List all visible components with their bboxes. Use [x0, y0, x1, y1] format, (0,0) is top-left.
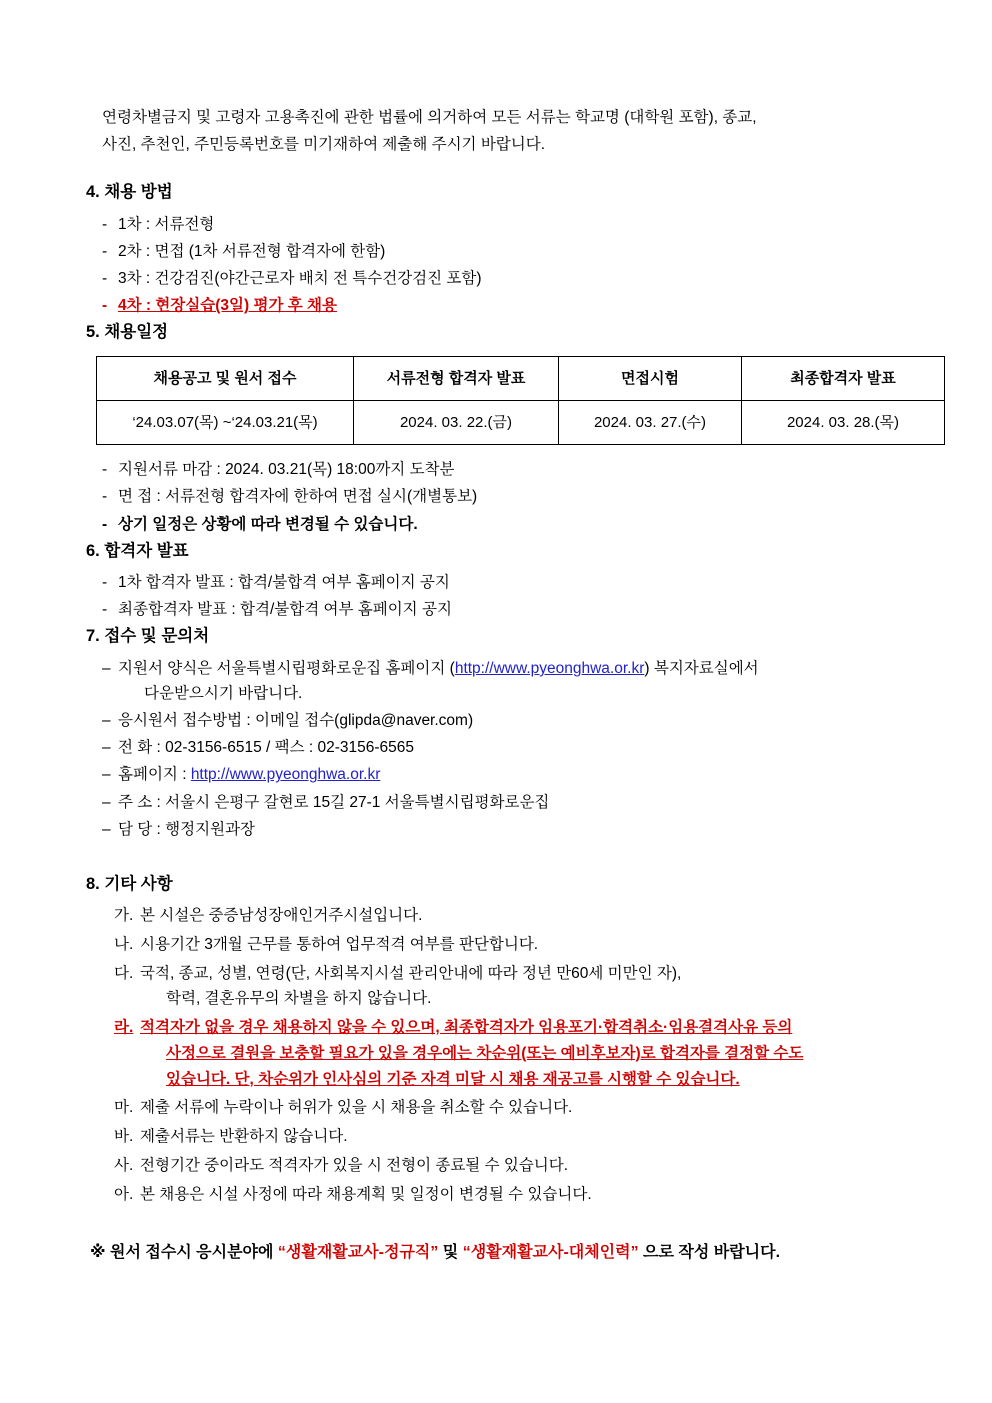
section-6-title: 6. 합격자 발표	[86, 541, 189, 560]
list-item-label: 지원서 양식은 서울특별시립평화로운집 홈페이지 (	[118, 659, 455, 677]
item-marker: 사.	[114, 1156, 134, 1174]
list-item-label: 제출 서류에 누락이나 허위가 있을 시 채용을 취소할 수 있습니다.	[140, 1099, 573, 1117]
intro-paragraph	[102, 104, 914, 158]
item-marker: 아.	[114, 1185, 134, 1203]
list-item-label: 4차 : 현장실습(3일) 평가 후 채용	[118, 297, 337, 315]
list-item	[114, 1124, 914, 1150]
footnote	[90, 1241, 914, 1266]
list-item-homepage-form	[102, 656, 914, 706]
list-item-label-line2: 사정으로 결원을 보충할 필요가 있을 경우에는 차순위(또는 예비후보자)로 합격자를 결정할 수도	[166, 1044, 804, 1062]
list-item-label: 전형기간 중이라도 적격자가 있을 시 전형이 종료될 수 있습니다.	[140, 1156, 569, 1174]
item-marker: 나.	[114, 936, 134, 954]
dash-marker: –	[102, 766, 111, 784]
section-5-notes	[84, 457, 914, 536]
dash-marker: -	[102, 461, 108, 479]
list-item-label-line3: 있습니다. 단, 차순위가 인사심의 기준 자격 미달 시 채용 재공고를 시행할 수 있습니다.	[166, 1070, 740, 1088]
list-item-label: 3차 : 건강검진(야간근로자 배치 전 특수건강검진 포함)	[118, 270, 482, 288]
list-item-label: 적격자가 없을 경우 채용하지 않을 수 있으며, 최종합격자가 임용포기·합격취소·임용결격사유 등의	[140, 1019, 793, 1037]
list-item-label: 지원서류 마감 : 2024. 03.21(목) 18:00까지 도착분	[118, 461, 455, 479]
dash-marker: -	[102, 242, 108, 260]
section-4-title: 4. 채용 방법	[86, 183, 173, 202]
dash-marker: –	[102, 820, 111, 838]
list-item	[114, 1095, 914, 1121]
list-item-highlight	[102, 293, 914, 318]
list-item-label: 시용기간 3개월 근무를 통하여 업무적격 여부를 판단합니다.	[140, 936, 539, 954]
dash-marker: -	[102, 270, 108, 288]
list-item-label: 국적, 종교, 성별, 연령(단, 사회복지시설 관리안내에 따라 정년 만60세 미만인 자),	[140, 964, 682, 982]
item-marker: 바.	[114, 1128, 134, 1146]
item-marker: 라.	[114, 1019, 134, 1037]
homepage-url-link[interactable]: http://www.pyeonghwa.or.kr	[190, 766, 381, 784]
list-item	[114, 961, 914, 1012]
list-item	[102, 597, 914, 622]
footnote-red-2: “생활재활교사-대체인력”	[462, 1244, 639, 1262]
item-marker: 다.	[114, 964, 134, 982]
list-item-label: 응시원서 접수방법 : 이메일 접수(glipda@naver.com)	[118, 712, 474, 730]
intro-line-2: 사진, 추천인, 주민등록번호를 미기재하여 제출해 주시기 바랍니다.	[102, 136, 546, 154]
dash-marker: –	[102, 739, 111, 757]
section-4-list	[84, 212, 914, 318]
list-item	[102, 457, 914, 482]
list-item	[114, 903, 914, 929]
table-cell: 2024. 03. 22.(금)	[354, 401, 559, 445]
list-item-label: 전 화 : 02-3156-6515 / 팩스 : 02-3156-6565	[118, 739, 415, 757]
dash-marker: -	[102, 601, 108, 619]
list-item-label-line2: 학력, 결혼유무의 차별을 하지 않습니다.	[166, 990, 432, 1008]
list-item	[102, 708, 914, 733]
table-header-cell: 채용공고 및 원서 접수	[97, 356, 354, 400]
list-item-label: 상기 일정은 상황에 따라 변경될 수 있습니다.	[118, 515, 418, 533]
section-7-title: 7. 접수 및 문의처	[86, 627, 210, 646]
list-item	[114, 1182, 914, 1208]
list-item	[114, 932, 914, 958]
dash-marker: -	[102, 574, 108, 592]
list-item-label: 1차 합격자 발표 : 합격/불합격 여부 홈페이지 공지	[118, 574, 450, 592]
section-8-list	[84, 903, 914, 1207]
dash-marker: –	[102, 793, 111, 811]
recruitment-schedule-table	[96, 356, 945, 446]
dash-marker: -	[102, 215, 108, 233]
table-cell: 2024. 03. 28.(목)	[742, 401, 945, 445]
table-row	[97, 401, 945, 445]
list-item-label: 본 채용은 시설 사정에 따라 채용계획 및 일정이 변경될 수 있습니다.	[140, 1185, 592, 1203]
list-item	[102, 266, 914, 291]
list-item	[102, 512, 914, 537]
list-item	[102, 817, 914, 842]
table-cell: ‘24.03.07(목) ~‘24.03.21(목)	[97, 401, 354, 445]
list-item-label-post: ) 복지자료실에서	[644, 659, 759, 677]
dash-marker: -	[102, 297, 108, 315]
list-item	[114, 1153, 914, 1179]
list-item	[102, 790, 914, 815]
section-6-list	[84, 570, 914, 622]
section-5-title: 5. 채용일정	[86, 323, 169, 342]
list-item-label: 주 소 : 서울시 은평구 갈현로 15길 27-1 서울특별시립평화로운집	[118, 793, 550, 811]
section-7-list	[84, 656, 914, 842]
list-item	[102, 212, 914, 237]
list-item-homepage	[102, 762, 914, 787]
footnote-post: 으로 작성 바랍니다.	[638, 1244, 781, 1262]
footnote-pre: ※ 원서 접수시 응시분야에	[90, 1244, 278, 1262]
list-item-label: 홈페이지 :	[118, 766, 191, 784]
intro-line-1: 연령차별금지 및 고령자 고용촉진에 관한 법률에 의거하여 모든 서류는 학교명 (대학원 포함), 종교,	[102, 109, 757, 126]
list-item-highlight	[114, 1015, 914, 1092]
table-header-cell: 면접시험	[559, 356, 742, 400]
item-marker: 마.	[114, 1099, 134, 1117]
dash-marker: –	[102, 712, 111, 730]
footnote-red-1: “생활재활교사-정규직”	[277, 1244, 439, 1262]
section-8-title: 8. 기타 사항	[86, 874, 173, 893]
pyeonghwa-homepage-link[interactable]: http://www.pyeonghwa.or.kr	[454, 659, 645, 677]
list-item	[102, 570, 914, 595]
table-header-cell: 서류전형 합격자 발표	[354, 356, 559, 400]
list-item-label: 제출서류는 반환하지 않습니다.	[140, 1128, 348, 1146]
list-item-label: 면 접 : 서류전형 합격자에 한하여 면접 실시(개별통보)	[118, 488, 478, 506]
list-item-label-line2: 다운받으시기 바랍니다.	[144, 685, 303, 703]
list-item	[102, 239, 914, 264]
list-item	[102, 484, 914, 509]
list-item-label: 담 당 : 행정지원과장	[118, 820, 256, 838]
table-header-cell: 최종합격자 발표	[742, 356, 945, 400]
dash-marker: –	[102, 659, 111, 677]
dash-marker: -	[102, 515, 108, 533]
dash-marker: -	[102, 488, 108, 506]
list-item-label: 본 시설은 중증남성장애인거주시설입니다.	[140, 907, 423, 925]
list-item	[102, 735, 914, 760]
footnote-mid: 및	[438, 1244, 463, 1262]
item-marker: 가.	[114, 907, 134, 925]
list-item-label: 2차 : 면접 (1차 서류전형 합격자에 한함)	[118, 242, 386, 260]
list-item-label: 최종합격자 발표 : 합격/불합격 여부 홈페이지 공지	[118, 601, 452, 619]
table-header-row	[97, 356, 945, 400]
list-item-label: 1차 : 서류전형	[118, 215, 215, 233]
table-cell: 2024. 03. 27.(수)	[559, 401, 742, 445]
